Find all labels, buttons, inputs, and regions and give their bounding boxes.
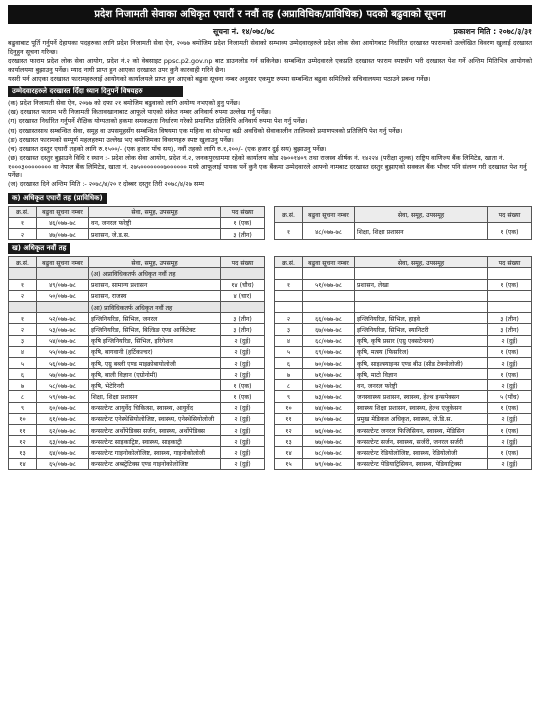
table-header-row xyxy=(9,206,265,217)
serial-cell: ६ xyxy=(9,369,37,380)
table-row xyxy=(275,447,532,458)
table-row xyxy=(275,380,532,391)
service-group-cell: कन्सल्टेन्ट साइकाट्रिष्ट, स्वास्थ्य, साइकाट्री xyxy=(89,436,221,447)
post-count-cell: ३ (तीन) xyxy=(221,324,265,335)
post-count-cell: २ (दुई) xyxy=(221,346,265,357)
post-count-cell xyxy=(488,290,532,301)
table-row xyxy=(275,223,532,240)
post-count-cell: २ (दुई) xyxy=(221,436,265,447)
service-group-cell xyxy=(355,268,488,279)
post-count-cell: १ (एक) xyxy=(221,217,265,228)
table-header-row xyxy=(9,257,265,268)
column-header: पद संख्या xyxy=(221,257,265,268)
intro-paragraph: यसरी पर्न आएका दरखास्त फारामहरुलाई आयोगको कार्यालयले प्राप्त हुन आएको बढुवा सूचना नम्बर अनुसार एकमुष्ट रुपमा सम्बन्धित बढुवा समितिको सचिवालयमा पठाउने प्रबन्ध गर्नेछ। xyxy=(8,75,431,84)
serial-cell: ३ xyxy=(9,335,37,346)
post-count-cell: २ (दुई) xyxy=(221,335,265,346)
table-row xyxy=(9,357,265,368)
table-row xyxy=(275,279,532,290)
instruction-item: (क) प्रदेश निजामती सेवा ऐन, २०७७ को दफा २१ बमोजिम बढुवाको लागि अयोग्य नभएको हुनु पर्नेछ। xyxy=(8,98,241,107)
instruction-item: (ख) दरखास्त फाराम भरी निजामती कितावखानाबाट आफूले पाएको संकेत नम्बर अनिवार्य रुपमा उल्लेख गर्नु पर्नेछ। xyxy=(8,108,271,117)
post-count-cell: १ (एक) xyxy=(488,346,532,357)
table-row xyxy=(275,357,532,368)
notice-number-cell xyxy=(303,268,355,279)
intro-paragraph: दरखास्त फाराम प्रदेश लोक सेवा आयोग, प्रदेश नं.२ को वेबसाइट ppsc.p2.gov.np बाट डाउनलोड गर्न सकिनेछ। सम्बन्धित उम्मेदवारले एकप्रति दरखास्त फाराम स्पष्टसँग भरी दरखास्त पेश गर्ने अन्तिम मितिभित्र आयोगको कार्यालयमा बुझाउनु पर्नेछ। म्याद नाघी प्राप्त हुन आएका दरखास्त उपर कुनै कारवाही गरिने छैन। xyxy=(8,57,532,74)
post-count-cell: २ (दुई) xyxy=(221,458,265,469)
notice-number-cell xyxy=(37,301,89,312)
instruction-item: (च) दरखास्त दस्तुर एघारौं तहको लागि रु.१५००/- (एक हजार पाँच सय), नवौं तहको लागि रु.१,२००/- (एक हजार दुई सय) बुझाउनु पर्नेछ। xyxy=(8,144,327,153)
post-count-cell: ३ (तीन) xyxy=(488,313,532,324)
table-row xyxy=(275,391,532,402)
service-group-cell: कन्सल्टेन्ट रेडियोलोजिष्ट, स्वास्थ्य, रेडियोलोजी xyxy=(355,447,488,458)
post-count-cell: १ (एक) xyxy=(488,402,532,413)
service-group-cell xyxy=(355,301,488,312)
table-row xyxy=(9,458,265,469)
notice-number-cell: ७९/०७७-७८ xyxy=(303,458,355,469)
post-count-cell: २ (दुई) xyxy=(221,402,265,413)
column-header: बढुवा सूचना नम्बर xyxy=(303,206,355,223)
table-row xyxy=(9,313,265,324)
table-row xyxy=(275,335,532,346)
table-row xyxy=(275,346,532,357)
notice-number-cell: ५९/०७७-७८ xyxy=(37,391,89,402)
notice-number-cell: ५३/०७७-७८ xyxy=(37,324,89,335)
service-group-cell: कन्सल्टेन्ट गाइनोकोलोजिष्ट, स्वास्थ्य, गाइनोकोलोजी xyxy=(89,447,221,458)
serial-cell: ३ xyxy=(275,324,303,335)
service-group-cell: स्वास्थ्य शिक्षा प्रशासन, स्वास्थ्य, हेल्थ एजुकेसन xyxy=(355,402,488,413)
notice-number: सूचना नं. १४/०७८/७८ xyxy=(213,27,275,36)
column-header: क्र.सं. xyxy=(9,206,37,217)
post-count-cell xyxy=(221,301,265,312)
serial-cell: १ xyxy=(9,279,37,290)
service-group-cell: (अ) अप्राविधिकतर्फ अधिकृत नवौं तह xyxy=(89,268,221,279)
intro-paragraphs xyxy=(8,39,532,84)
post-count-cell: २ (दुई) xyxy=(221,425,265,436)
service-group-cell: कृषि, भेटेरिनरी xyxy=(89,380,221,391)
serial-cell: १ xyxy=(275,279,303,290)
post-count-cell: १४ (चौध) xyxy=(221,279,265,290)
service-group-cell: कन्सल्टेन्ट पेडियाट्रिसियन, स्वास्थ्य, पेडियाट्रिक्स xyxy=(355,458,488,469)
post-count-cell: २ (दुई) xyxy=(221,369,265,380)
serial-cell xyxy=(9,301,37,312)
table-row xyxy=(9,425,265,436)
serial-cell: १२ xyxy=(9,436,37,447)
post-count-cell: ४ (चार) xyxy=(221,290,265,301)
serial-cell: १३ xyxy=(275,436,303,447)
table-row xyxy=(9,391,265,402)
post-count-cell: २ (दुई) xyxy=(488,357,532,368)
table-row xyxy=(275,290,532,301)
notice-number-cell: ६०/०७७-७८ xyxy=(37,402,89,413)
notice-number-cell: ५५/०७७-७८ xyxy=(37,346,89,357)
post-count-cell xyxy=(221,268,265,279)
serial-cell: ५ xyxy=(9,357,37,368)
notice-number-cell: ७३/०७७-७८ xyxy=(303,391,355,402)
serial-cell: १० xyxy=(9,413,37,424)
intro-paragraph: बढुवाबाट पूर्ति गर्नुपर्ने देहायका पदहरुका लागि प्रदेश निजामती सेवा ऐन, २०७७ बमोजिम प्रदेश निजामती सेवाको सम्भाव्य उम्मेदवारहरुले प्रदेश लोक सेवा आयोगबाट निर्धारित दरखास्त फारामको उल्लेखित विवरण खुलाई दरखास्त दिनुहुन सूचना गरिन्छ। xyxy=(8,39,532,56)
table-group-row xyxy=(9,268,265,279)
section-a-tables xyxy=(8,206,532,241)
section-b-table-left xyxy=(8,256,265,470)
notice-number-cell: ५४/०७७-७८ xyxy=(37,335,89,346)
notice-number-cell: ६४/०७७-७८ xyxy=(37,447,89,458)
table-row xyxy=(9,229,265,240)
table-row xyxy=(275,413,532,424)
notice-number-cell: ७०/०७७-७८ xyxy=(303,357,355,368)
service-group-cell: कन्सल्टेन्ट जनरल फिजिसियन, स्वास्थ्य, मेडिसिन xyxy=(355,425,488,436)
service-group-cell: वन, जनरल फरेष्ट्री xyxy=(355,380,488,391)
service-group-cell: (आ) प्राविधिकतर्फ अधिकृत नवौं तह xyxy=(89,301,221,312)
section-a-table-right xyxy=(274,206,532,241)
service-group-cell: इन्जिनियरिङ, सिभिल, हाइवे xyxy=(355,313,488,324)
notice-number-cell xyxy=(303,290,355,301)
serial-cell: १ xyxy=(275,223,303,240)
notice-number-cell xyxy=(37,268,89,279)
table-row xyxy=(9,335,265,346)
table-row xyxy=(9,369,265,380)
serial-cell: १४ xyxy=(9,458,37,469)
table-row xyxy=(9,413,265,424)
service-group-cell: वन, जनरल फरेष्ट्री xyxy=(89,217,221,228)
post-count-cell: २ (दुई) xyxy=(221,413,265,424)
table-row xyxy=(9,402,265,413)
table-header-row xyxy=(275,206,532,223)
column-header: सेवा, समूह, उपसमूह xyxy=(355,206,488,223)
serial-cell: ६ xyxy=(275,357,303,368)
serial-cell: १ xyxy=(9,313,37,324)
notice-number-cell: ५०/०७७-७८ xyxy=(37,290,89,301)
serial-cell: ८ xyxy=(9,391,37,402)
table-row xyxy=(275,324,532,335)
serial-cell xyxy=(275,290,303,301)
table-row xyxy=(275,402,532,413)
post-count-cell: २ (दुई) xyxy=(488,413,532,424)
serial-cell: १३ xyxy=(9,447,37,458)
service-group-cell: कृषि, बाली विज्ञान (एग्रोनोमी) xyxy=(89,369,221,380)
table-row xyxy=(275,301,532,312)
notice-number-cell: ५६/०७७-७८ xyxy=(37,357,89,368)
service-group-cell: कृषि, कृषि प्रसार (एग्रु एक्सटेन्सन) xyxy=(355,335,488,346)
notice-number-cell: ७७/०७७-७८ xyxy=(303,436,355,447)
publication-date: प्रकाशन मिति : २०७८/३/३१ xyxy=(453,27,532,36)
column-header: पद संख्या xyxy=(488,257,532,268)
instruction-item: (छ) दरखास्त दस्तुर बुझाउने विधि र स्थान :- प्रदेश लोक सेवा आयोग, प्रदेश नं.२, जनकपुरधाममा रहेको कार्यालय कोड २७००१४०९ तथा राजस्व शीर्षक नं. १४२२४ (परीक्षा शुल्क) राष्ट्रिय वाणिज्य बैंक लिमिटेड, खाता नं. १०००३०००००००० वा नेपाल बैंक लिमिटेड, खाता नं. २७५०००००००७०००००० मध्ये आफूलाई पायक पर्ने कुनै एक बैंकमा उम्मेदवारले आफ्नो नामबाट दरखास्त दस्तुर बुझाएको सक्कल बैंक भौचर पनि संलग्न गरी दरखास्त पेश गर्नु पर्नेछ। xyxy=(8,154,527,180)
notice-number-cell: ५८/०७७-७८ xyxy=(37,380,89,391)
column-header: क्र.सं. xyxy=(275,206,303,223)
table-row xyxy=(275,425,532,436)
table-row xyxy=(9,436,265,447)
serial-cell: ५ xyxy=(275,346,303,357)
table-row xyxy=(9,279,265,290)
notice-number-cell: ४९/०७७-७८ xyxy=(37,279,89,290)
notice-number-cell xyxy=(303,301,355,312)
instruction-item: (ग) दरखास्त निर्धारित गर्नुपर्ने शैक्षिक योग्यताको हकमा समकक्षता निर्धारण गरेको प्रमाणित प्रतिलिपि अनिवार्य रुपमा पेश गर्नु पर्नेछ। xyxy=(8,117,308,126)
notice-number-cell: ६९/०७७-७८ xyxy=(303,346,355,357)
service-group-cell: प्रशासन, सामान्य प्रशासन xyxy=(89,279,221,290)
notice-number-cell: ५२/०७७-७८ xyxy=(37,313,89,324)
post-count-cell: १ (एक) xyxy=(488,223,532,240)
service-group-cell: इन्जिनियरिङ, सिभिल, जनरल xyxy=(89,313,221,324)
serial-cell: १५ xyxy=(275,458,303,469)
table-row xyxy=(9,447,265,458)
serial-cell: १ xyxy=(9,217,37,228)
service-group-cell: जनस्वास्थ्य प्रशासन, स्वास्थ्य, हेल्थ इन्सपेक्सन xyxy=(355,391,488,402)
notice-number-cell: ४८/०७७-७८ xyxy=(303,223,355,240)
serial-cell: ७ xyxy=(275,369,303,380)
notice-number-cell: ७८/०७७-७८ xyxy=(303,447,355,458)
notice-number-cell: ६८/०७७-७८ xyxy=(303,335,355,346)
post-count-cell: ३ (तीन) xyxy=(221,313,265,324)
notice-number-cell: ७२/०७७-७८ xyxy=(303,380,355,391)
notice-number-cell: ६५/०७७-७८ xyxy=(37,458,89,469)
service-group-cell: कन्सल्टेन्ट सर्जन, स्वास्थ्य, सर्जरी, जनरल सर्जरी xyxy=(355,436,488,447)
column-header: क्र.सं. xyxy=(9,257,37,268)
notice-number-cell: ५१/०७७-७८ xyxy=(303,279,355,290)
instruction-item: (ज) दरखास्त दिने अन्तिम मिति :- २०७८/४/२० र दोब्बर दस्तुर तिरी २०७८/४/२७ सम्म xyxy=(8,180,204,189)
notice-number-cell: ६२/०७७-७८ xyxy=(37,425,89,436)
post-count-cell: ३ (तीन) xyxy=(221,229,265,240)
serial-cell: १० xyxy=(275,402,303,413)
notice-number-cell: ६१/०७७-७८ xyxy=(37,413,89,424)
service-group-cell xyxy=(355,290,488,301)
notice-number-cell: ६७/०७७-७८ xyxy=(303,324,355,335)
serial-cell xyxy=(9,268,37,279)
serial-cell: ११ xyxy=(275,413,303,424)
post-count-cell: २ (दुई) xyxy=(488,436,532,447)
notice-number-cell: ४७/०७७-७८ xyxy=(37,229,89,240)
post-count-cell: २ (दुई) xyxy=(488,380,532,391)
instructions-list xyxy=(8,99,532,189)
post-count-cell: ५ (पाँच) xyxy=(488,391,532,402)
column-header: सेवा, समूह, उपसमूह xyxy=(89,206,221,217)
serial-cell: २ xyxy=(9,324,37,335)
serial-cell: २ xyxy=(9,229,37,240)
notice-meta xyxy=(8,27,532,37)
service-group-cell: कृषि, माटो विज्ञान xyxy=(355,369,488,380)
notice-number-cell: ७५/०७७-७८ xyxy=(303,413,355,424)
column-header: सेवा, समूह, उपसमूह xyxy=(89,257,221,268)
service-group-cell: कृषि, मत्स्य (फिसरिज) xyxy=(355,346,488,357)
serial-cell: १४ xyxy=(275,447,303,458)
service-group-cell: कृषि, बागवानी (हर्टिकल्चर) xyxy=(89,346,221,357)
serial-cell: ९ xyxy=(9,402,37,413)
column-header: पद संख्या xyxy=(221,206,265,217)
notice-number-cell: ७६/०७७-७८ xyxy=(303,425,355,436)
service-group-cell: प्रशासन, लेखा xyxy=(355,279,488,290)
section-b-table-right xyxy=(274,256,532,470)
column-header: पद संख्या xyxy=(488,206,532,223)
serial-cell: ४ xyxy=(9,346,37,357)
table-row xyxy=(275,436,532,447)
service-group-cell: इन्जिनियरिङ, सिभिल, बिल्डिङ एण्ड आर्किटेक्ट xyxy=(89,324,221,335)
service-group-cell: कन्सल्टेन्ट अब्स्ट्रेटिक्स एण्ड गाइनोकोलोजिष्ट xyxy=(89,458,221,469)
section-a-heading: क) अधिकृत एघारौं तह (प्राविधिक) xyxy=(8,193,107,204)
notice-number-cell: ६३/०७७-७८ xyxy=(37,436,89,447)
service-group-cell: कन्सल्टेन्ट आयुर्वेद चिकित्सा, स्वास्थ्य, आयुर्वेद xyxy=(89,402,221,413)
post-count-cell: २ (दुई) xyxy=(221,357,265,368)
column-header: क्र.सं. xyxy=(275,257,303,268)
service-group-cell: शिक्षा, शिक्षा प्रशासन xyxy=(355,223,488,240)
post-count-cell xyxy=(488,301,532,312)
post-count-cell: १ (एक) xyxy=(221,391,265,402)
table-row xyxy=(9,324,265,335)
notice-number-cell: ५७/०७७-७८ xyxy=(37,369,89,380)
serial-cell: ९ xyxy=(275,391,303,402)
table-row xyxy=(275,458,532,469)
service-group-cell: इन्जिनियरिङ, सिभिल, स्यानिटरी xyxy=(355,324,488,335)
section-b-tables xyxy=(8,256,532,470)
section-a-table-left xyxy=(8,206,265,241)
service-group-cell: शिक्षा, शिक्षा प्रशासन xyxy=(89,391,221,402)
table-row xyxy=(275,313,532,324)
table-header-row xyxy=(275,257,532,268)
post-count-cell: २ (दुई) xyxy=(488,335,532,346)
post-count-cell: २ (दुई) xyxy=(221,447,265,458)
service-group-cell: कृषि, साइल्स्याइन्स एण्ड बीउ (सीड टेक्नोलोजी) xyxy=(355,357,488,368)
column-header: सेवा, समूह, उपसमूह xyxy=(355,257,488,268)
table-row xyxy=(9,380,265,391)
post-count-cell: १ (एक) xyxy=(488,369,532,380)
serial-cell: २ xyxy=(275,313,303,324)
table-row xyxy=(9,217,265,228)
serial-cell xyxy=(275,268,303,279)
post-count-cell: १ (एक) xyxy=(221,380,265,391)
notice-number-cell: ७४/०७७-७८ xyxy=(303,402,355,413)
table-row xyxy=(275,369,532,380)
table-group-row xyxy=(9,301,265,312)
service-group-cell: कन्सल्टेन्ट अर्थोपेडिक्स सर्जन, स्वास्थ्य, अर्थोपेडिक्स xyxy=(89,425,221,436)
serial-cell: ८ xyxy=(275,380,303,391)
post-count-cell: १ (एक) xyxy=(488,425,532,436)
notice-banner: प्रदेश निजामती सेवाका अधिकृत एघारौं र नवौं तह (अप्राविधिक/प्राविधिक) पदको बढुवाको सूचना xyxy=(8,5,532,24)
service-group-cell: कृषि, एग्रु बब्ली एण्ड माइक्रोबायोलोजी xyxy=(89,357,221,368)
serial-cell xyxy=(275,301,303,312)
service-group-cell: प्रशासन, राजस्व xyxy=(89,290,221,301)
post-count-cell: १ (एक) xyxy=(488,447,532,458)
service-group-cell: कृषि इन्जिनियरिङ, सिभिल, इरिगेशन xyxy=(89,335,221,346)
post-count-cell: २ (दुई) xyxy=(488,458,532,469)
post-count-cell xyxy=(488,268,532,279)
service-group-cell: प्रमुख मेडिकल अधिकृत, स्वास्थ्य, जे.डि.स. xyxy=(355,413,488,424)
serial-cell: १२ xyxy=(275,425,303,436)
column-header: बढुवा सूचना नम्बर xyxy=(37,206,89,217)
post-count-cell: ३ (तीन) xyxy=(488,324,532,335)
serial-cell: ७ xyxy=(9,380,37,391)
notice-number-cell: ६६/०७७-७८ xyxy=(303,313,355,324)
notice-number-cell: ७१/०७७-७८ xyxy=(303,369,355,380)
notice-number-cell: ४६/०७७-७८ xyxy=(37,217,89,228)
service-group-cell: प्रशासन, जे.ड.स. xyxy=(89,229,221,240)
column-header: बढुवा सूचना नम्बर xyxy=(303,257,355,268)
post-count-cell: १ (एक) xyxy=(488,279,532,290)
table-row xyxy=(275,268,532,279)
instruction-item: (घ) दरखास्तसाथ सम्बन्धित सेवा, समूह वा उपसमूहसँग सम्बन्धित विषयमा एक महिना वा सोभन्दा बढी अवधिको सेवाकालीन तालिमको प्रमाणपत्रको प्रतिलिपि पेश गर्नु पर्नेछ। xyxy=(8,126,403,135)
serial-cell: ४ xyxy=(275,335,303,346)
section-b-heading: ख) अधिकृत नवौं तह xyxy=(8,243,70,254)
service-group-cell: कन्सल्टेन्ट एनेस्थेसियोलोजिष्ट, स्वास्थ्य, एनेस्थेसियोलोजी xyxy=(89,413,221,424)
serial-cell: ११ xyxy=(9,425,37,436)
column-header: बढुवा सूचना नम्बर xyxy=(37,257,89,268)
instructions-heading: उम्मेदवारहरुले दरखास्त दिँदा ध्यान दिनुपर्ने विषयहरु xyxy=(8,86,183,97)
table-row xyxy=(9,346,265,357)
table-row xyxy=(9,290,265,301)
serial-cell: २ xyxy=(9,290,37,301)
instruction-item: (ङ) दरखास्त फारामको सम्पूर्ण महलहरुमा उल्लेख भए बमोजिमका विवरणहरु स्पष्ट खुलाउनु पर्नेछ। xyxy=(8,135,234,144)
